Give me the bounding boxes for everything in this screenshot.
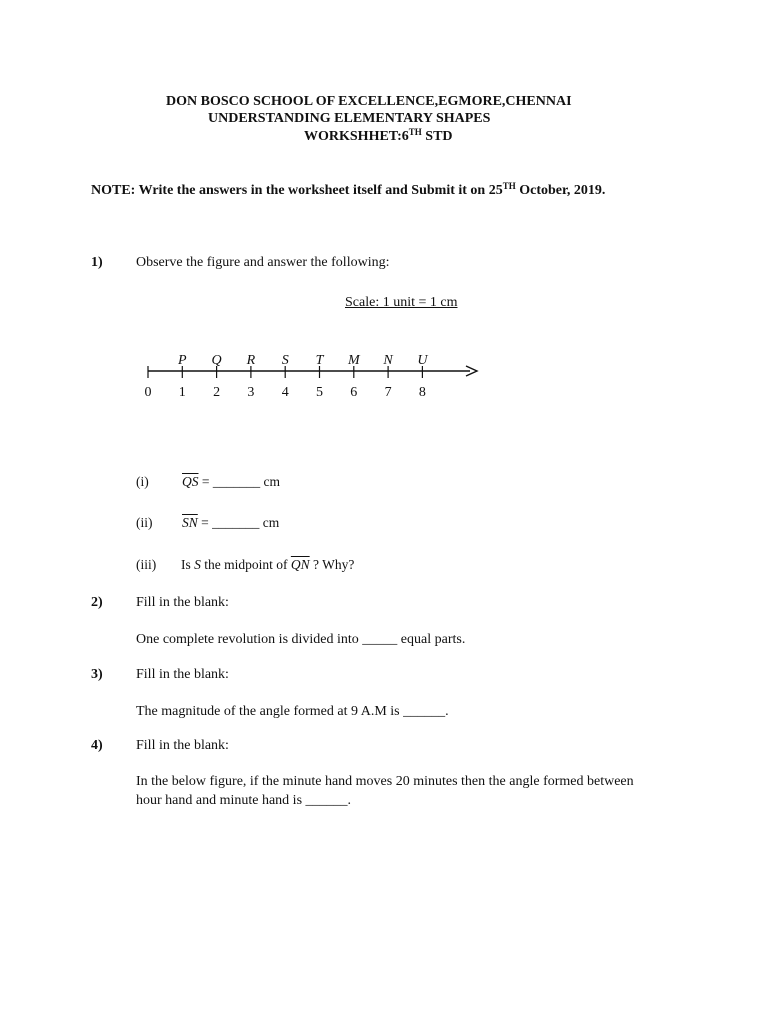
segment-sn: $\overline{SN}$ — [182, 515, 198, 530]
q1-part-iii-label: (iii) — [136, 557, 157, 572]
number-line-number-7: 7 — [384, 385, 392, 400]
segment-qs: $\overline{QS}$ — [182, 474, 199, 489]
number-line-number-1: 1 — [178, 385, 186, 400]
number-line-number-3: 3 — [247, 385, 255, 400]
q4-body-line1: In the below figure, if the minute hand moves 20 minutes then the angle formed between — [136, 774, 634, 789]
point-s: S — [194, 557, 201, 572]
number-line-number-6: 6 — [350, 385, 358, 400]
number-line-point-M: M — [347, 353, 360, 368]
q1-part-ii-label: (ii) — [136, 515, 153, 530]
q1-text: Observe the figure and answer the following: — [136, 255, 390, 270]
number-line-point-R: R — [246, 353, 256, 368]
q3-body: The magnitude of the angle formed at 9 A.M is ______. — [136, 704, 449, 719]
school-name: DON BOSCO SCHOOL OF EXCELLENCE,EGMORE,CHENNAI — [166, 94, 572, 109]
q4-body-line2: hour hand and minute hand is ______. — [136, 793, 352, 808]
number-line-point-U: U — [417, 353, 428, 368]
q1-part-i-blank: = _______ cm — [198, 474, 280, 489]
number-line-point-T: T — [315, 353, 324, 368]
q1-part-ii-blank: = _______ cm — [197, 515, 280, 530]
note-sup: TH — [502, 181, 516, 191]
q4-text: Fill in the blank: — [136, 738, 229, 753]
segment-qn: $\overline{QN}$ — [290, 557, 310, 572]
q1-part-ii — [182, 515, 279, 531]
q1-number: 1) — [91, 255, 103, 270]
number-line-number-2: 2 — [213, 385, 221, 400]
note-prefix: NOTE: Write the answers in the worksheet itself and Submit it on 25 — [91, 183, 503, 198]
scale-label: Scale: 1 unit = 1 cm — [345, 295, 458, 310]
number-line-point-P: P — [178, 353, 187, 368]
number-line-arrowhead — [466, 366, 477, 376]
q1-part-i-label: (i) — [136, 474, 149, 489]
q1-part-iii — [181, 557, 354, 573]
number-line-number-8: 8 — [418, 385, 426, 400]
number-line-point-N: N — [383, 353, 393, 368]
q4-number: 4) — [91, 738, 103, 753]
number-line-point-Q: Q — [211, 353, 222, 368]
worksheet-grade-sup: TH — [408, 127, 422, 137]
q1-part-i — [182, 474, 280, 490]
worksheet-grade — [304, 129, 453, 145]
q2-number: 2) — [91, 595, 103, 610]
q1-part-iii-mid: the midpoint of — [200, 557, 291, 572]
note-suffix: October, 2019. — [515, 183, 606, 198]
note-text — [91, 183, 605, 199]
worksheet-grade-suffix: STD — [421, 129, 453, 144]
q1-part-iii-pre: Is — [181, 557, 195, 572]
q3-text: Fill in the blank: — [136, 667, 229, 682]
q2-text: Fill in the blank: — [136, 595, 229, 610]
q2-body: One complete revolution is divided into _____ equal parts. — [136, 632, 466, 647]
number-line-number-4: 4 — [281, 385, 289, 400]
q3-number: 3) — [91, 667, 103, 682]
worksheet-subject: UNDERSTANDING ELEMENTARY SHAPES — [208, 111, 491, 126]
worksheet-grade-prefix: WORKSHHET:6 — [304, 129, 409, 144]
number-line-number-0: 0 — [144, 385, 152, 400]
number-line-point-S: S — [281, 353, 289, 368]
number-line-number-5: 5 — [316, 385, 323, 400]
q1-part-iii-post: ? Why? — [309, 557, 355, 572]
